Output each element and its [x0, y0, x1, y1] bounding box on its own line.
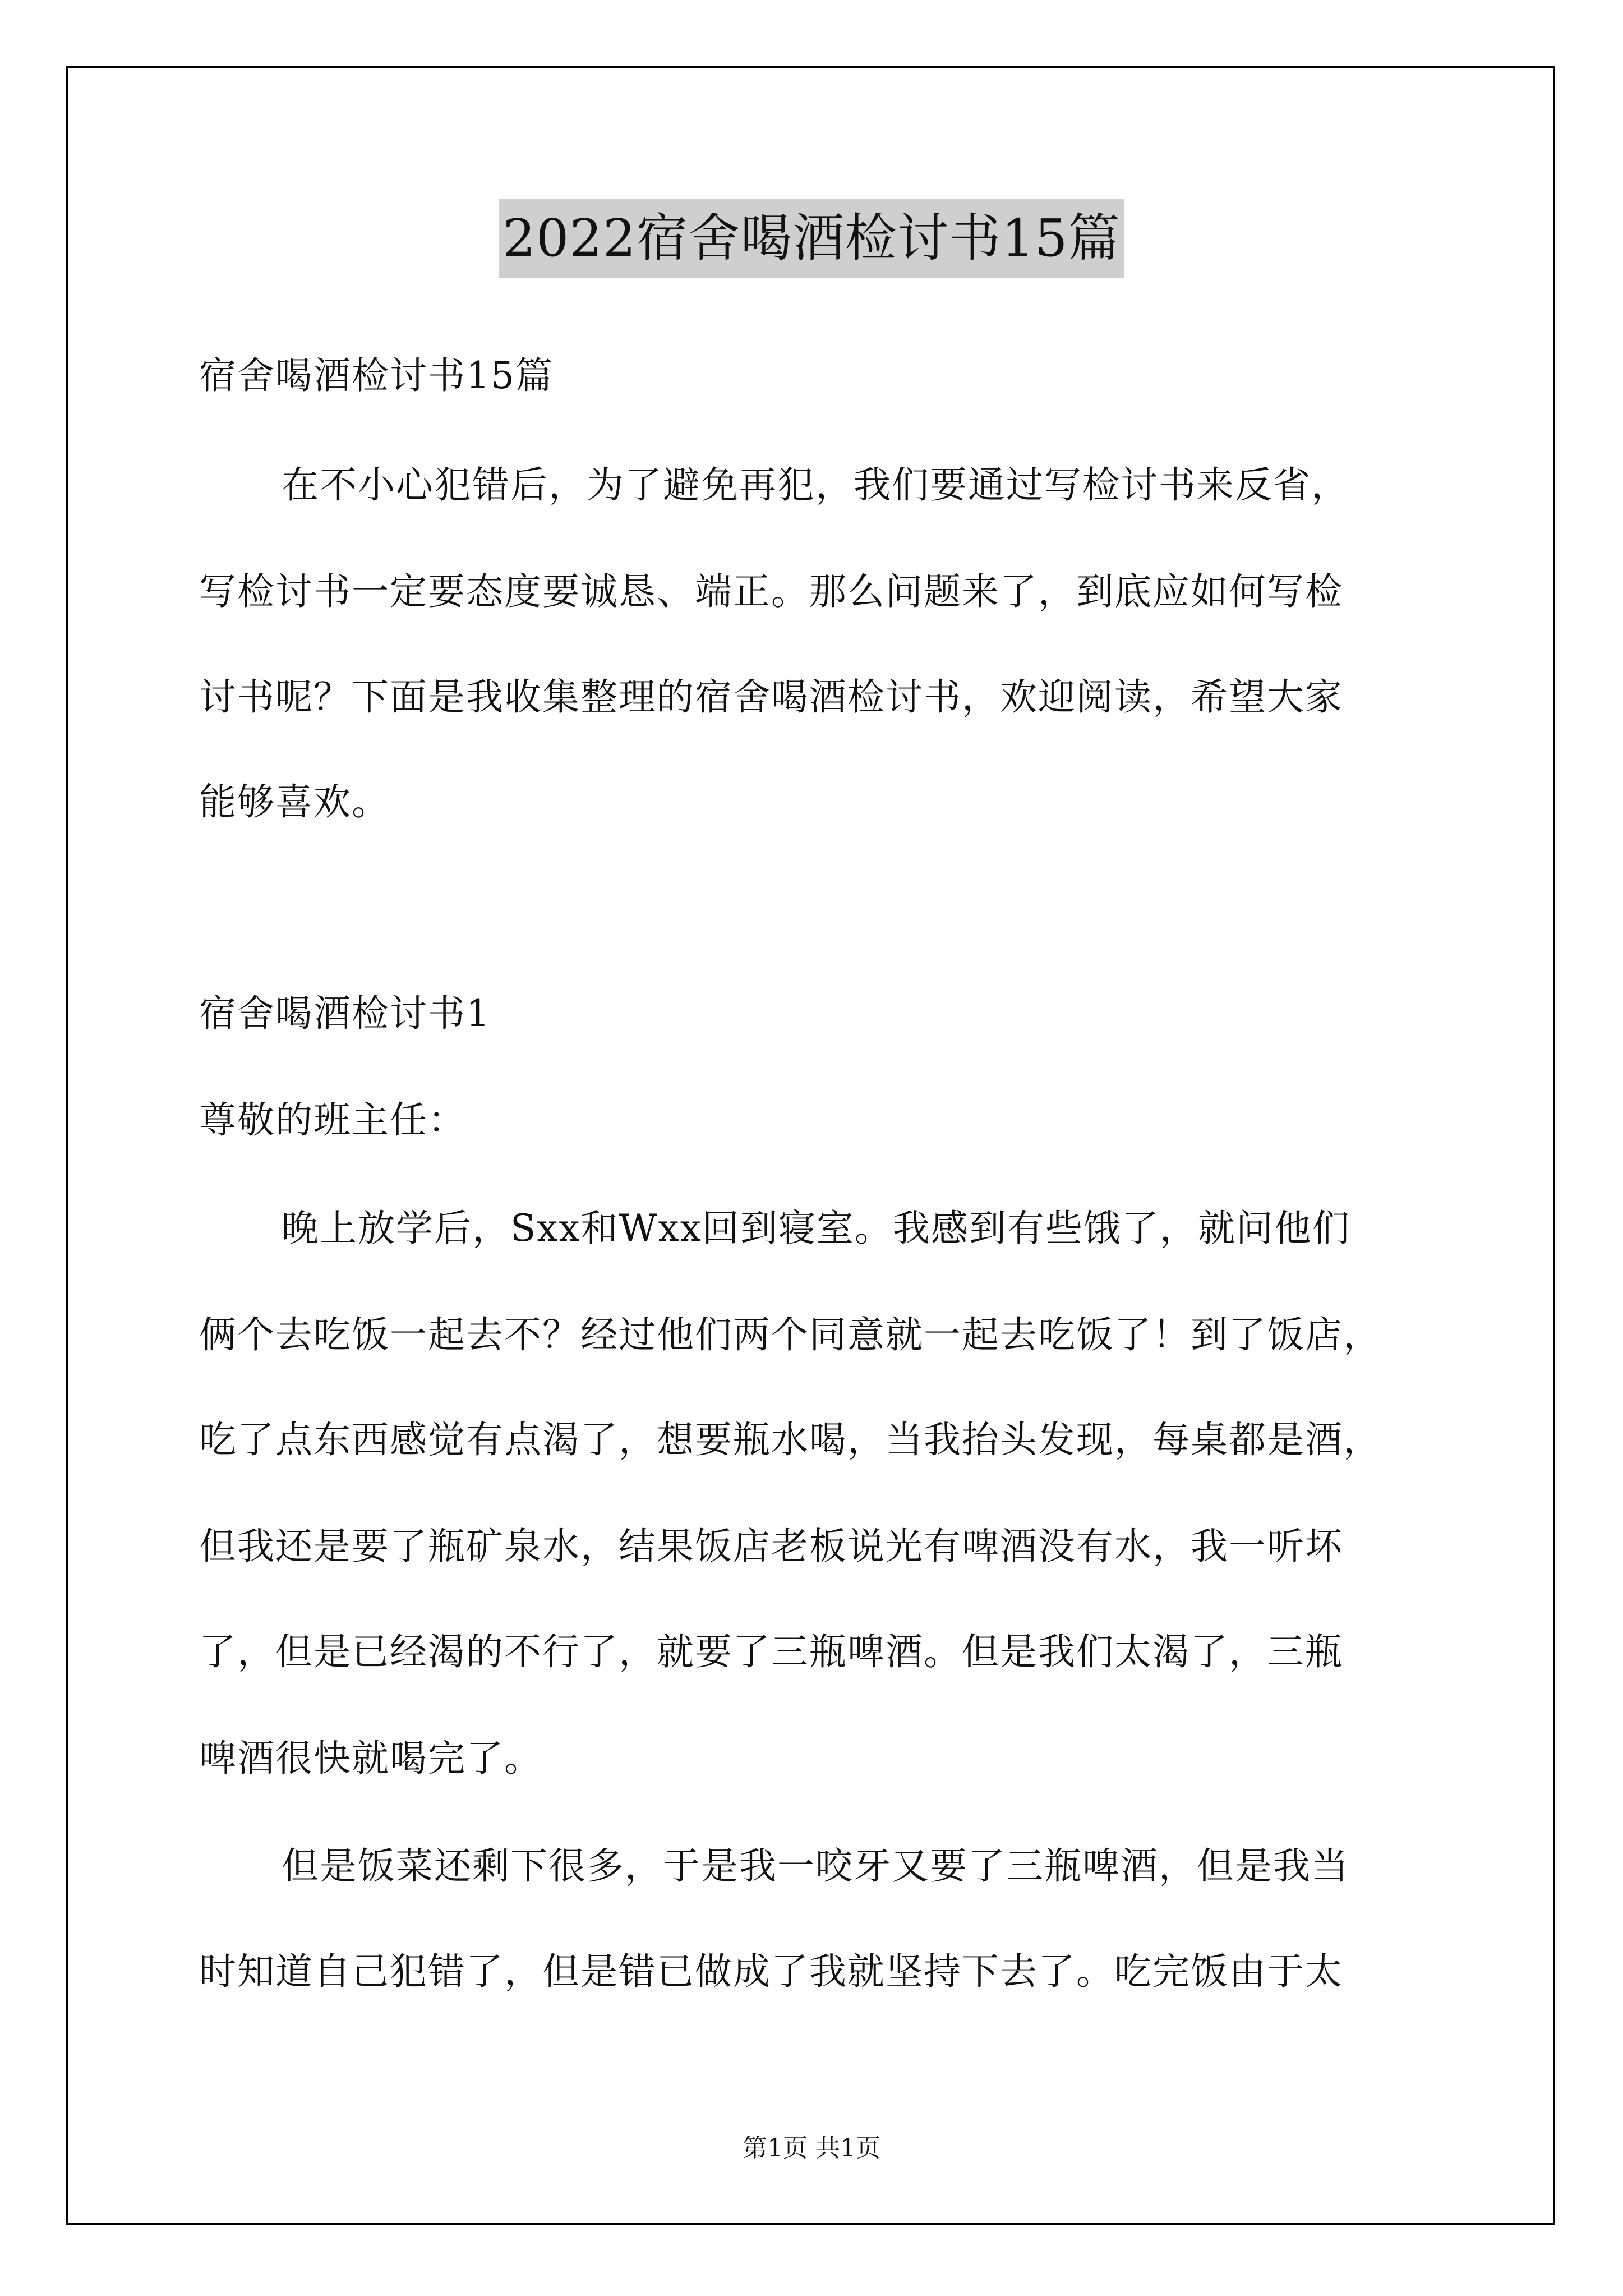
- paragraph-line: 俩个去吃饭一起去不？经过他们两个同意就一起去吃饭了！到了饭店，: [199, 1313, 1381, 1356]
- document-subtitle: 宿舍喝酒检讨书15篇: [199, 354, 554, 397]
- intro-line: 在不小心犯错后，为了避免再犯，我们要通过写检讨书来反省，: [282, 463, 1349, 507]
- salutation: 尊敬的班主任：: [199, 1098, 466, 1142]
- intro-line: 能够喜欢。: [199, 780, 390, 823]
- paragraph-line: 了，但是已经渴的不行了，就要了三瓶啤酒。但是我们太渴了，三瓶: [199, 1630, 1343, 1673]
- page-footer: 第1页 共1页: [743, 2134, 880, 2162]
- paragraph-line: 啤酒很快就喝完了。: [199, 1737, 542, 1780]
- paragraph-line: 但我还是要了瓶矿泉水，结果饭店老板说光有啤酒没有水，我一听坏: [199, 1525, 1343, 1568]
- intro-line: 讨书呢？下面是我收集整理的宿舍喝酒检讨书，欢迎阅读，希望大家: [199, 675, 1343, 719]
- document-title: 2022宿舍喝酒检讨书15篇: [499, 199, 1123, 278]
- paragraph-line: 晚上放学后，Sxx和Wxx回到寝室。我感到有些饿了，就问他们: [282, 1207, 1350, 1250]
- section-heading: 宿舍喝酒检讨书1: [199, 992, 491, 1035]
- title-container: [0, 199, 1623, 278]
- paragraph-line: 吃了点东西感觉有点渴了，想要瓶水喝，当我抬头发现，每桌都是酒，: [199, 1418, 1381, 1461]
- intro-line: 写检讨书一定要态度要诚恳、端正。那么问题来了，到底应如何写检: [199, 570, 1343, 613]
- paragraph-line: 但是饭菜还剩下很多，于是我一咬牙又要了三瓶啤酒，但是我当: [282, 1844, 1349, 1888]
- paragraph-line: 时知道自己犯错了，但是错已做成了我就坚持下去了。吃完饭由于太: [199, 1950, 1343, 1993]
